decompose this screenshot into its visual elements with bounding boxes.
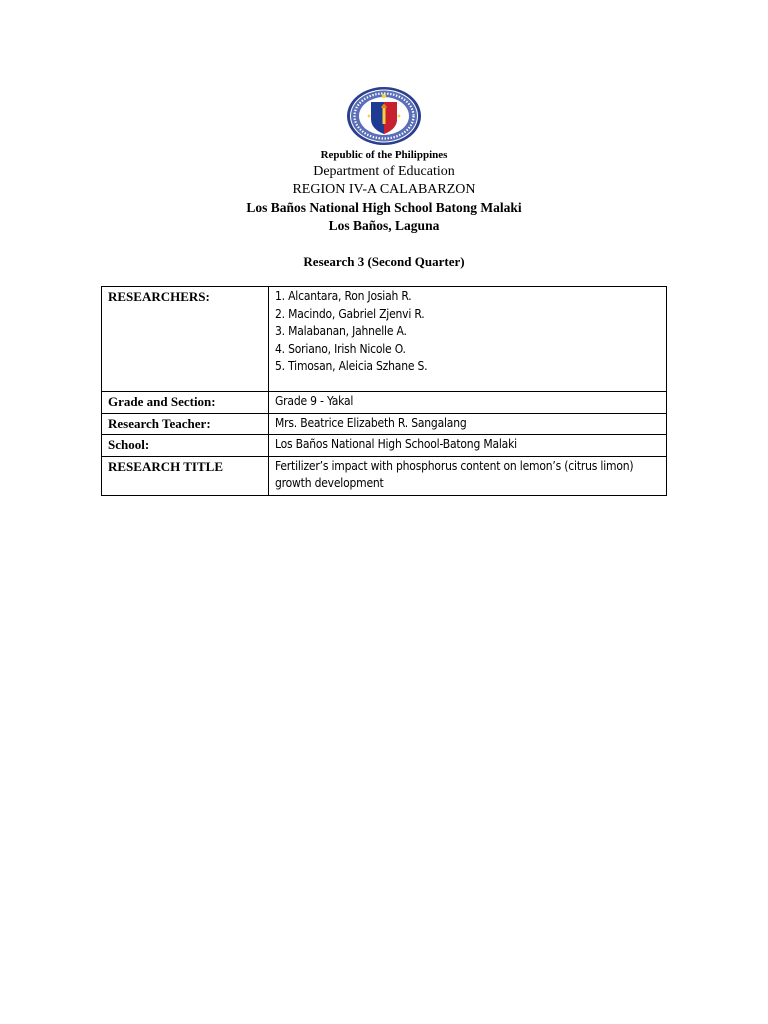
table-row	[102, 456, 667, 495]
table-row	[102, 287, 667, 392]
researchers-list	[269, 287, 667, 392]
research-title-value: Fertilizer’s impact with phosphorus content on lemon’s (citrus limon) growth development	[269, 456, 667, 495]
researcher-item: 4. Soriano, Irish Nicole O.	[275, 341, 406, 356]
researcher-item: 1. Alcantara, Ron Josiah R.	[275, 289, 412, 303]
department-heading: Department of Education	[313, 164, 455, 179]
researchers-label: RESEARCHERS:	[102, 287, 269, 392]
grade-value: Grade 9 - Yakal	[269, 392, 667, 414]
grade-label: Grade and Section:	[102, 392, 269, 414]
researcher-item: 2. Macindo, Gabriel Zjenvi R.	[275, 306, 425, 321]
town-heading: Los Baños, Laguna	[328, 218, 440, 233]
table-row	[102, 392, 667, 414]
deped-seal-logo	[346, 86, 422, 146]
school-heading: Los Baños National High School Batong Malaki	[246, 200, 522, 215]
school-value: Los Baños National High School-Batong Malaki	[269, 435, 667, 457]
table-row	[102, 435, 667, 457]
research-info-table	[101, 286, 667, 496]
researcher-item: 5. Timosan, Aleicia Szhane S.	[275, 359, 428, 373]
teacher-label: Research Teacher:	[102, 413, 269, 435]
region-heading: REGION IV-A CALABARZON	[292, 182, 476, 197]
table-row	[102, 413, 667, 435]
school-label: School:	[102, 435, 269, 457]
teacher-value: Mrs. Beatrice Elizabeth R. Sangalang	[269, 413, 667, 435]
researcher-item: 3. Malabanan, Jahnelle A.	[275, 324, 407, 338]
republic-heading: Republic of the Philippines	[320, 149, 448, 161]
subject-heading: Research 3 (Second Quarter)	[303, 254, 465, 269]
research-title-label: RESEARCH TITLE	[102, 456, 269, 495]
